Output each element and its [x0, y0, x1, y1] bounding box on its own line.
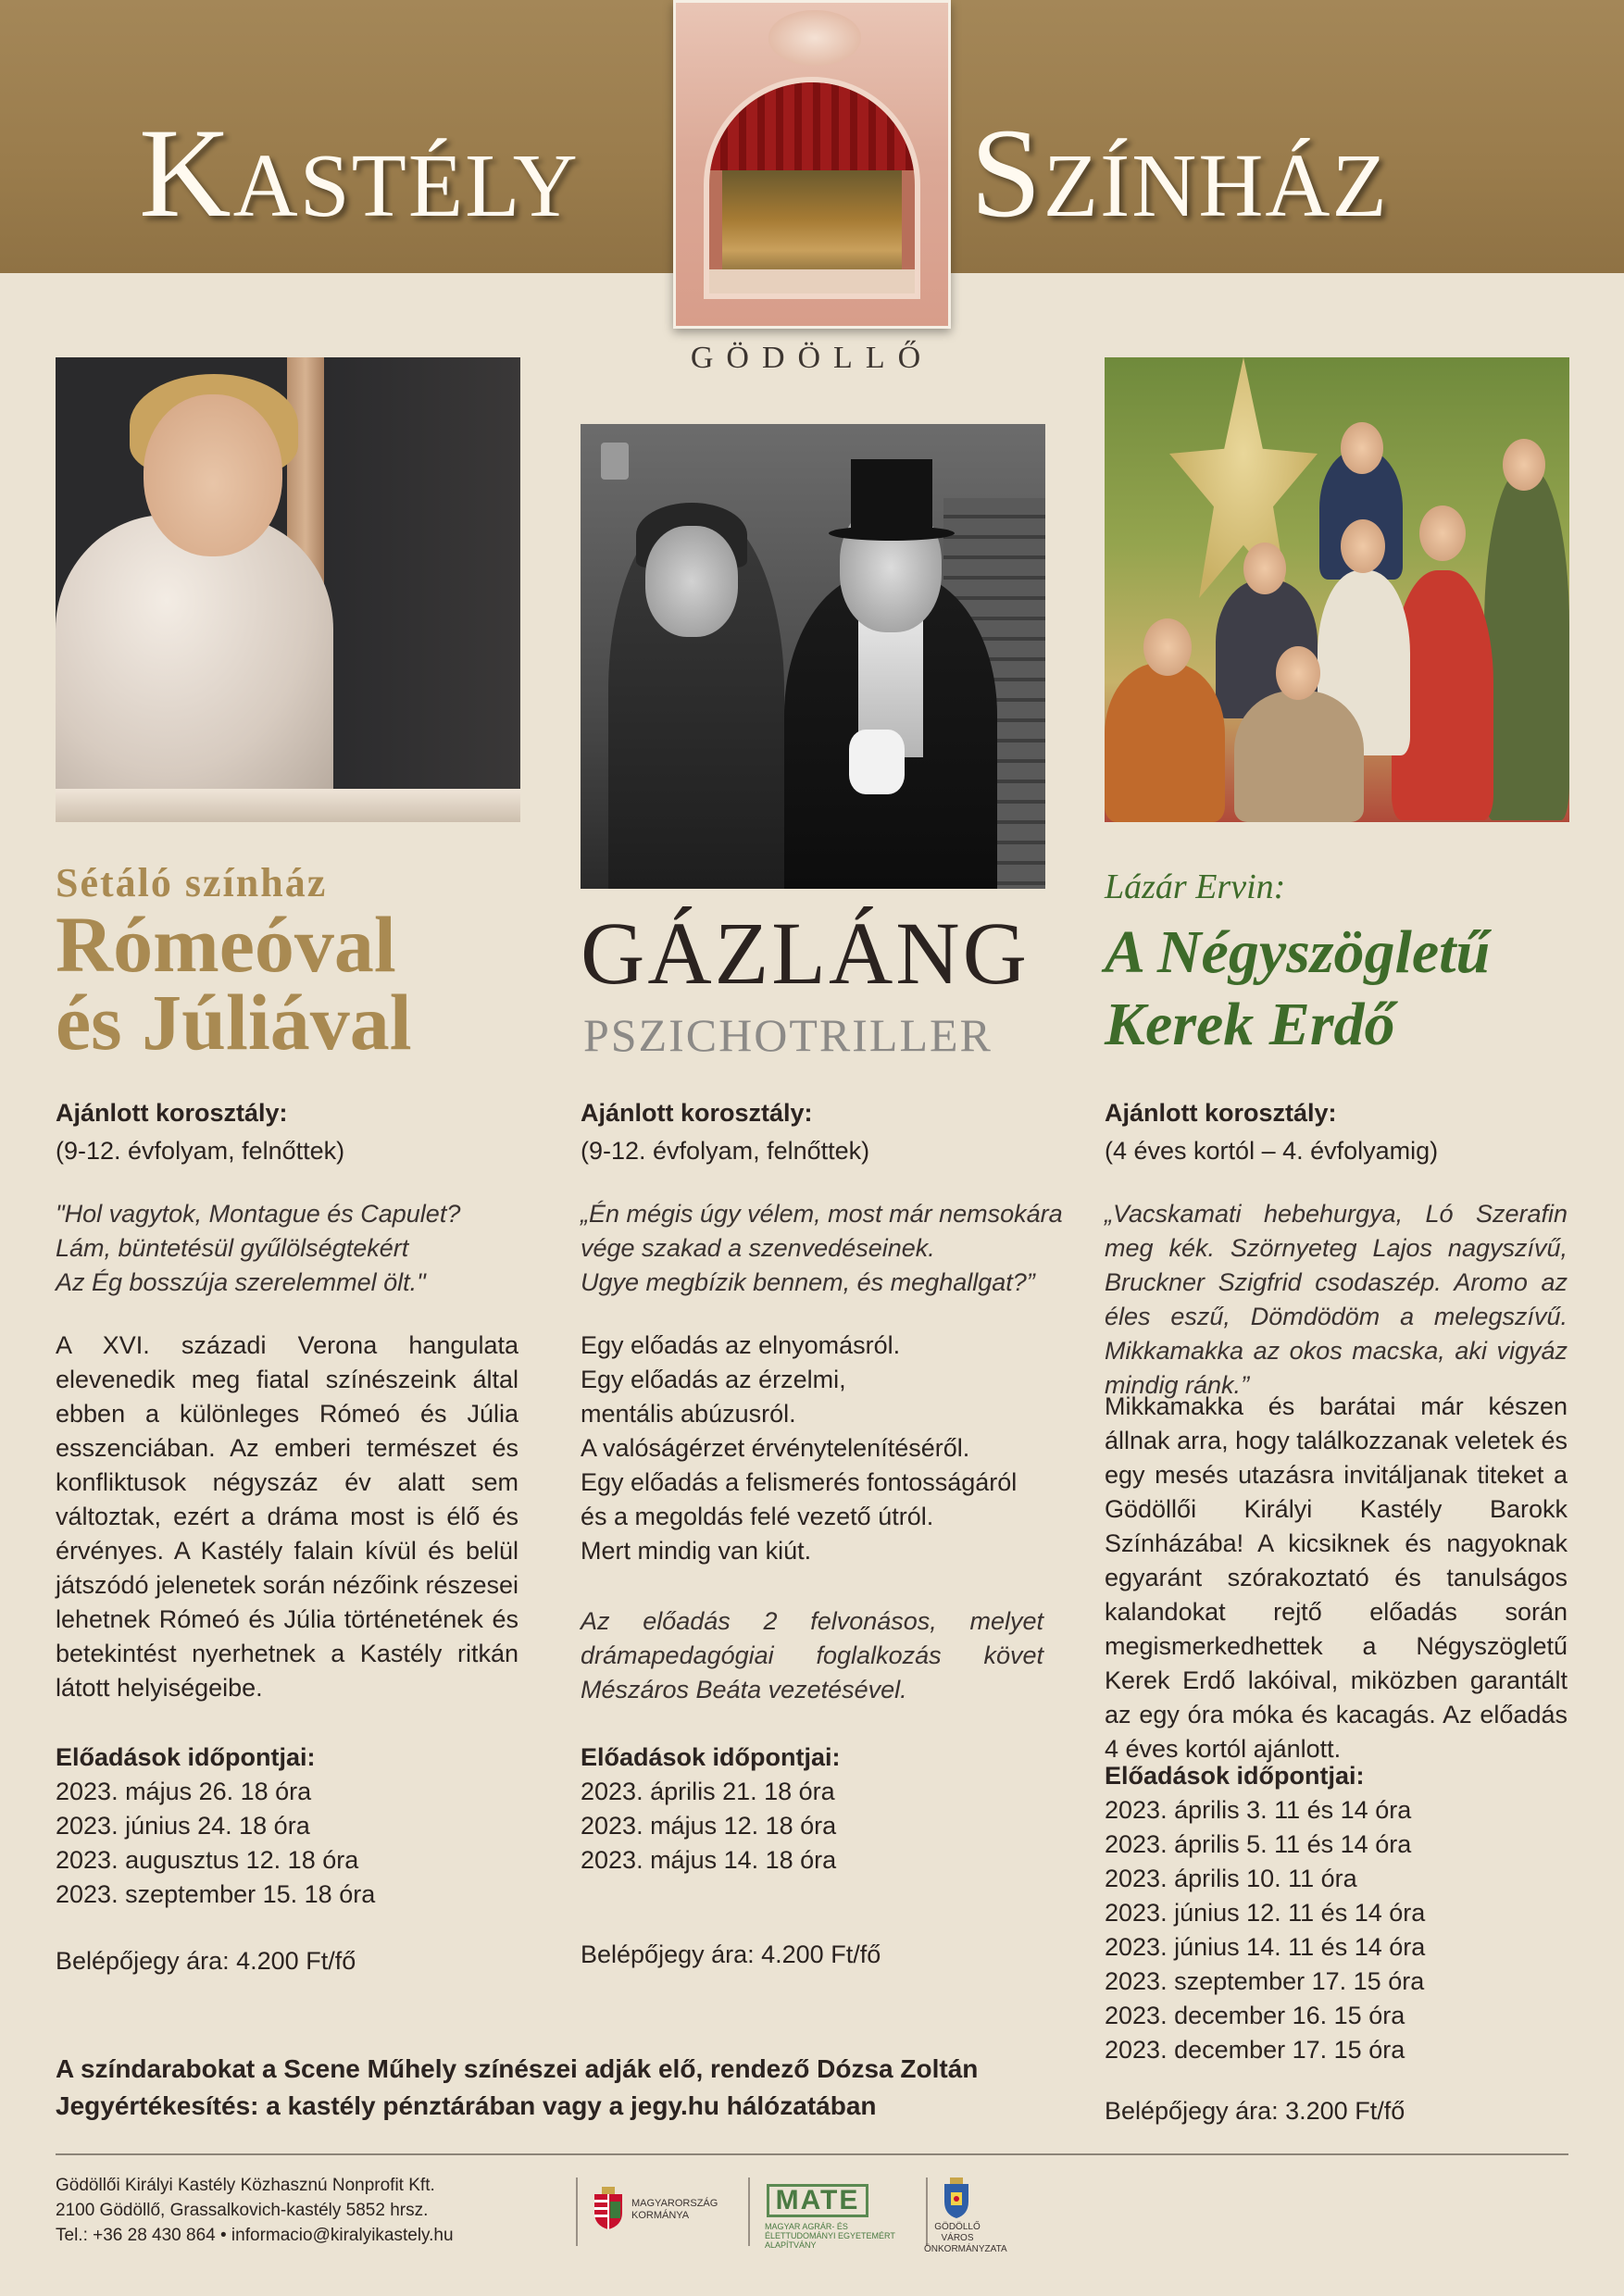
logo-divider	[576, 2177, 578, 2246]
quote-line: Lám, büntetésül gyűlölségtekért	[56, 1234, 409, 1262]
credits	[56, 2051, 1093, 2125]
description-line: Egy előadás az érzelmi,	[581, 1366, 846, 1393]
gazlang-dates	[581, 1741, 1071, 1878]
actor-figure	[1484, 468, 1569, 820]
date-item: 2023. április 3. 11 és 14 óra	[1105, 1796, 1412, 1824]
description-line: Mert mindig van kiút.	[581, 1537, 812, 1565]
age-value: (9-12. évfolyam, felnőttek)	[581, 1137, 870, 1165]
romeo-description: A XVI. századi Verona hangulata elevenedik meg fiatal színészeink által ebben a különleges Rómeó és Júlia esszenciában. Az emberi természet és konfliktusok négyszáz év alatt sem változtak, ezért a dráma most is élő és érvényes. A Kastély falain kívül és belül játszódó jelenetek során nézőink részesei lehetnek Rómeó és Júlia történetének és betekintést nyerhetnek a Kastély ritkán látott helyiségeibe.	[56, 1331, 518, 1702]
kerek-title	[1105, 917, 1586, 1061]
date-item: 2023. június 14. 11 és 14 óra	[1105, 1933, 1426, 1961]
romeo-title	[56, 900, 537, 1067]
date-item: 2023. május 26. 18 óra	[56, 1778, 312, 1805]
city-logo-text	[924, 2222, 1007, 2255]
location-label: GÖDÖLLŐ	[690, 341, 934, 375]
age-value: (4 éves kortól – 4. évfolyamig)	[1105, 1137, 1439, 1165]
kerek-quote: „Vacskamati hebehurgya, Ló Szerafin meg kék. Szörnyeteg Lajos nagyszívű, Bruckner Szigfrid csodaszép. Aromo az éles eszű, Dömdödöm a melegszívű. Mikkamakka az okos macska, aki vigyáz mindig ránk.”	[1105, 1200, 1568, 1399]
top-hat-brim	[829, 526, 955, 541]
actor-figure	[1105, 663, 1225, 822]
gazlang-description	[581, 1329, 1071, 1568]
age-label: Ajánlott korosztály:	[56, 1099, 288, 1127]
quote-line: "Hol vagytok, Montague és Capulet?	[56, 1200, 461, 1228]
hungary-coat-of-arms-icon	[593, 2187, 624, 2229]
actor-face	[1143, 618, 1192, 676]
mate-logo: MATE	[767, 2184, 868, 2217]
date-item: 2023. április 10. 11 óra	[1105, 1865, 1357, 1892]
actor-face	[1276, 646, 1320, 700]
mate-logo-line: ALAPÍTVÁNY	[765, 2240, 817, 2250]
description-line: mentális abúzusról.	[581, 1400, 796, 1428]
city-logo-line: GÖDÖLLŐ VÁROS	[934, 2222, 981, 2243]
date-item: 2023. szeptember 15. 18 óra	[56, 1880, 376, 1908]
white-glove	[849, 730, 905, 794]
footer-divider	[56, 2153, 1568, 2155]
quote-line: Az Ég bosszúja szerelemmel ölt."	[56, 1268, 426, 1296]
kerek-price: Belépőjegy ára: 3.200 Ft/fő	[1105, 2097, 1405, 2125]
quote-line: Ugye megbízik bennem, és meghallgat?”	[581, 1268, 1035, 1296]
kerek-erdo-photo	[1105, 357, 1569, 822]
mate-logo-line: ÉLETTUDOMÁNYI EGYETEMÉRT	[765, 2231, 895, 2240]
age-label: Ajánlott korosztály:	[581, 1099, 813, 1127]
date-item: 2023. április 5. 11 és 14 óra	[1105, 1830, 1412, 1858]
date-item: 2023. május 14. 18 óra	[581, 1846, 837, 1874]
romeo-quote	[56, 1197, 546, 1300]
romeo-title-line2: és Júliával	[56, 978, 412, 1067]
description-line: Egy előadás a felismerés fontosságáról	[581, 1468, 1018, 1496]
actor-face	[1419, 505, 1466, 561]
mate-logo-text	[765, 2222, 895, 2250]
logo-divider	[748, 2177, 750, 2246]
stage-floor	[709, 269, 915, 293]
dates-label: Előadások időpontjai:	[56, 1743, 316, 1771]
age-label: Ajánlott korosztály:	[1105, 1099, 1337, 1127]
dates-label: Előadások időpontjai:	[1105, 1762, 1365, 1790]
quote-line: vége szakad a szenvedéseinek.	[581, 1234, 935, 1262]
actor-face	[1503, 439, 1545, 491]
date-item: 2023. december 17. 15 óra	[1105, 2036, 1405, 2064]
quote-line: „Én mégis úgy vélem, most már nemsokára	[581, 1200, 1063, 1228]
gazlang-age-label	[581, 1096, 1071, 1168]
description-line: Egy előadás az elnyomásról.	[581, 1331, 901, 1359]
org-name: Gödöllői Királyi Kastély Közhasznú Nonprofit Kft.	[56, 2176, 435, 2195]
romeo-price: Belépőjegy ára: 4.200 Ft/fő	[56, 1947, 356, 1975]
romeo-title-line1: Rómeóval	[56, 900, 396, 989]
gazlang-title: GÁZLÁNG	[581, 904, 1030, 1003]
kerek-title-line1: A Négyszögletű	[1105, 918, 1491, 986]
title-kastely: Kastély	[139, 102, 580, 243]
window-sill	[56, 789, 520, 822]
romeo-age-label	[56, 1096, 546, 1168]
date-item: 2023. június 24. 18 óra	[56, 1812, 310, 1840]
kerek-age-label	[1105, 1096, 1595, 1168]
gazlang-photo	[581, 424, 1045, 889]
policeman-face	[645, 526, 738, 637]
baroque-stage-image	[673, 0, 951, 329]
description-line: és a megoldás felé vezető útról.	[581, 1503, 934, 1530]
date-item: 2023. május 12. 18 óra	[581, 1812, 837, 1840]
stage-crest	[768, 10, 861, 66]
romeo-pre-title: Sétáló színház	[56, 860, 328, 905]
date-item: 2023. szeptember 17. 15 óra	[1105, 1967, 1425, 1995]
actress-dress	[56, 515, 333, 802]
kerek-description: Mikkamakka és barátai már készen állnak arra, hogy találkozzanak veletek és egy mesés utazásra invitáljanak titeket a Gödöllői Királyi Kastély Barokk Színházába! A kicsiknek és nagyoknak egyaránt szórakoztató és tanulságos kalandokat rejtő előadás során megismerkedhettek a Négyszögletű Kerek Erdő lakóival, miközben garantált az egy óra móka és kacagás. Az előadás 4 éves kortól ajánlott.	[1105, 1392, 1568, 1763]
romeo-dates	[56, 1741, 546, 1912]
gazlang-subtitle: PSZICHOTRILLER	[583, 1009, 993, 1061]
date-item: 2023. augusztus 12. 18 óra	[56, 1846, 359, 1874]
mate-logo-line: MAGYAR AGRÁR- ÉS	[765, 2222, 848, 2231]
street-lamp	[601, 443, 629, 480]
date-item: 2023. április 21. 18 óra	[581, 1778, 835, 1805]
org-address: 2100 Gödöllő, Grassalkovich-kastély 5852 hrsz.	[56, 2201, 429, 2220]
gazlang-note: Az előadás 2 felvonásos, melyet drámapedagógiai foglalkozás követ Mészáros Beáta vezetésével.	[581, 1607, 1043, 1703]
age-value: (9-12. évfolyam, felnőttek)	[56, 1137, 345, 1165]
dates-label: Előadások időpontjai:	[581, 1743, 841, 1771]
actor-figure	[1234, 691, 1364, 822]
actor-face	[1243, 543, 1286, 594]
org-contact: Tel.: +36 28 430 864 • informacio@kiralyikastely.hu	[56, 2226, 454, 2245]
actor-face	[1341, 422, 1383, 474]
stage-arch	[704, 77, 920, 299]
city-logo-line: ÖNKORMÁNYZATA	[924, 2244, 1007, 2254]
kerek-title-line2: Kerek Erdő	[1105, 991, 1395, 1058]
romeo-julia-photo	[56, 357, 520, 822]
gov-logo-line: MAGYARORSZÁG	[631, 2198, 718, 2209]
actress-face	[144, 394, 282, 556]
kerek-dates	[1105, 1759, 1595, 2067]
godollo-city-crest-icon	[943, 2177, 970, 2218]
top-hat	[851, 459, 932, 533]
credits-line: A színdarabokat a Scene Műhely színészei adják elő, rendező Dózsa Zoltán	[56, 2054, 979, 2083]
date-item: 2023. december 16. 15 óra	[1105, 2002, 1405, 2029]
gazlang-price: Belépőjegy ára: 4.200 Ft/fő	[581, 1940, 881, 1968]
date-item: 2023. június 12. 11 és 14 óra	[1105, 1899, 1426, 1927]
description-line: A valóságérzet érvénytelenítéséről.	[581, 1434, 970, 1462]
footer-organization	[56, 2173, 574, 2248]
stage-curtain	[709, 82, 915, 170]
title-szinhaz: Színház	[970, 102, 1389, 243]
credits-line: Jegyértékesítés: a kastély pénztárában vagy a jegy.hu hálózatában	[56, 2091, 877, 2120]
actor-face	[1341, 519, 1385, 573]
gov-logo-line: KORMÁNYA	[631, 2210, 690, 2221]
gazlang-quote	[581, 1197, 1071, 1300]
kerek-pre-title: Lázár Ervin:	[1105, 867, 1286, 906]
gov-logo-text	[631, 2198, 718, 2222]
